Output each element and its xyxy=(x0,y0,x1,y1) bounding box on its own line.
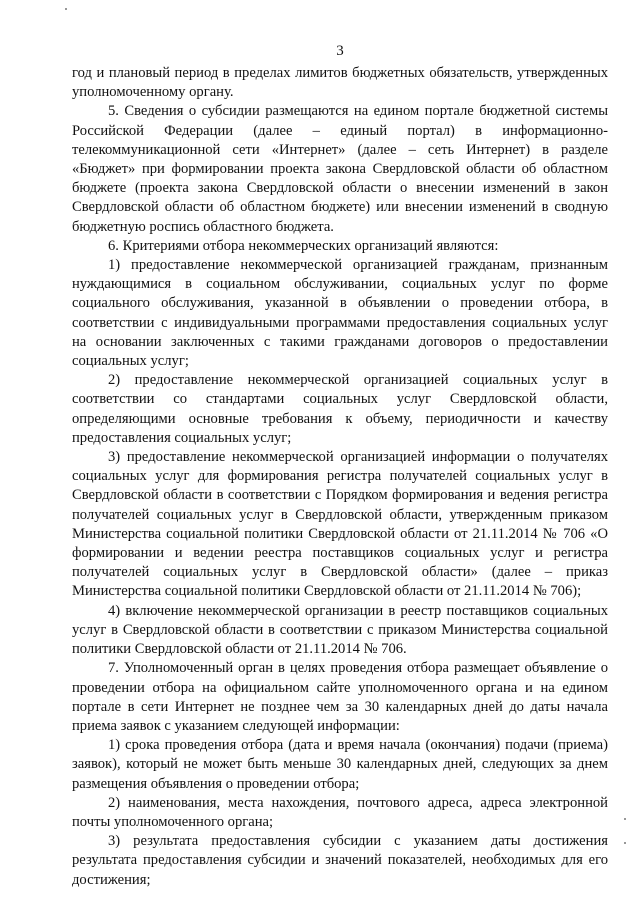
scan-speck xyxy=(624,842,626,844)
paragraph-6-selection-criteria: 6. Критериями отбора некоммерческих организаций являются: xyxy=(108,237,499,254)
scan-speck xyxy=(624,818,626,820)
document-body xyxy=(72,64,608,890)
paragraph-continuation: год и плановый период в пределах лимитов бюджетных обязательств, утвержденных уполномоченному органу. xyxy=(72,65,608,101)
announcement-item-3: 3) результата предоставления субсидии с указанием даты достижения результата предоставления субсидии и значений показателей, необходимых для его достижения; xyxy=(72,833,608,888)
announcement-item-1: 1) срока проведения отбора (дата и время начала (окончания) подачи (приема) заявок), который не может быть меньше 30 календарных дней, следующих за днем размещения объявления о проведении отбора; xyxy=(72,737,608,792)
criterion-4: 4) включение некоммерческой организации в реестр поставщиков социальных услуг в Свердловской области в соответствии с приказом Министерства социальной политики Свердловской области от 21.11.2014 № 706. xyxy=(72,602,608,658)
criterion-2: 2) предоставление некоммерческой организацией социальных услуг в соответствии со стандартами социальных услуг Свердловской области, определяющими основные требования к объему, периодичности и качеству предоставления социальных услуг; xyxy=(72,372,608,446)
paragraph-7-announcement: 7. Уполномоченный орган в целях проведения отбора размещает объявление о проведении отбора на официальном сайте уполномоченного органа и на едином портале в сети Интернет не позднее чем за 30 календарных дней до даты начала приема заявок с указанием следующей информации: xyxy=(72,660,608,734)
announcement-item-2: 2) наименования, места нахождения, почтового адреса, адреса электронной почты уполномоченного органа; xyxy=(72,794,608,830)
criterion-3: 3) предоставление некоммерческой организацией информации о получателях социальных услуг для формирования регистра получателей социальных услуг в Свердловской области в соответствии с Порядком формирования и ведения регистра получателей социальных услуг в Свердловской области, утвержденным приказом Министерства социальной политики Свердловской области от 21.11.2014 № 706 «О формировании и ведении реестра поставщиков социальных услуг и регистра получателей социальных услуг в Свердловской области» (далее – приказ Министерства социальной политики Свердловской области от 21.11.2014 № 706); xyxy=(72,449,608,600)
criterion-1: 1) предоставление некоммерческой организацией гражданам, признанным нуждающимися в социальном обслуживании, социальных услуг по форме социального обслуживания, указанной в объявлении о проведении отбора, в соответствии с индивидуальными программами предоставления социальных услуг на основании заключенных с такими гражданами договоров о предоставлении социальных услуг; xyxy=(72,257,608,370)
scan-speck xyxy=(65,8,67,10)
paragraph-5-subsidy-info: 5. Сведения о субсидии размещаются на едином портале бюджетной системы Российской Федерации (далее – единый портал) в информационно-телекоммуникационной сети «Интернет» (далее – сеть Интернет) в разделе «Бюджет» при формировании проекта закона Свердловской области об областном бюджете (проекта закона Свердловской области о внесении изменений в закон Свердловской области об областном бюджете) или внесении изменений в сводную бюджетную роспись областного бюджета. xyxy=(72,103,608,235)
page-number: 3 xyxy=(336,43,344,59)
